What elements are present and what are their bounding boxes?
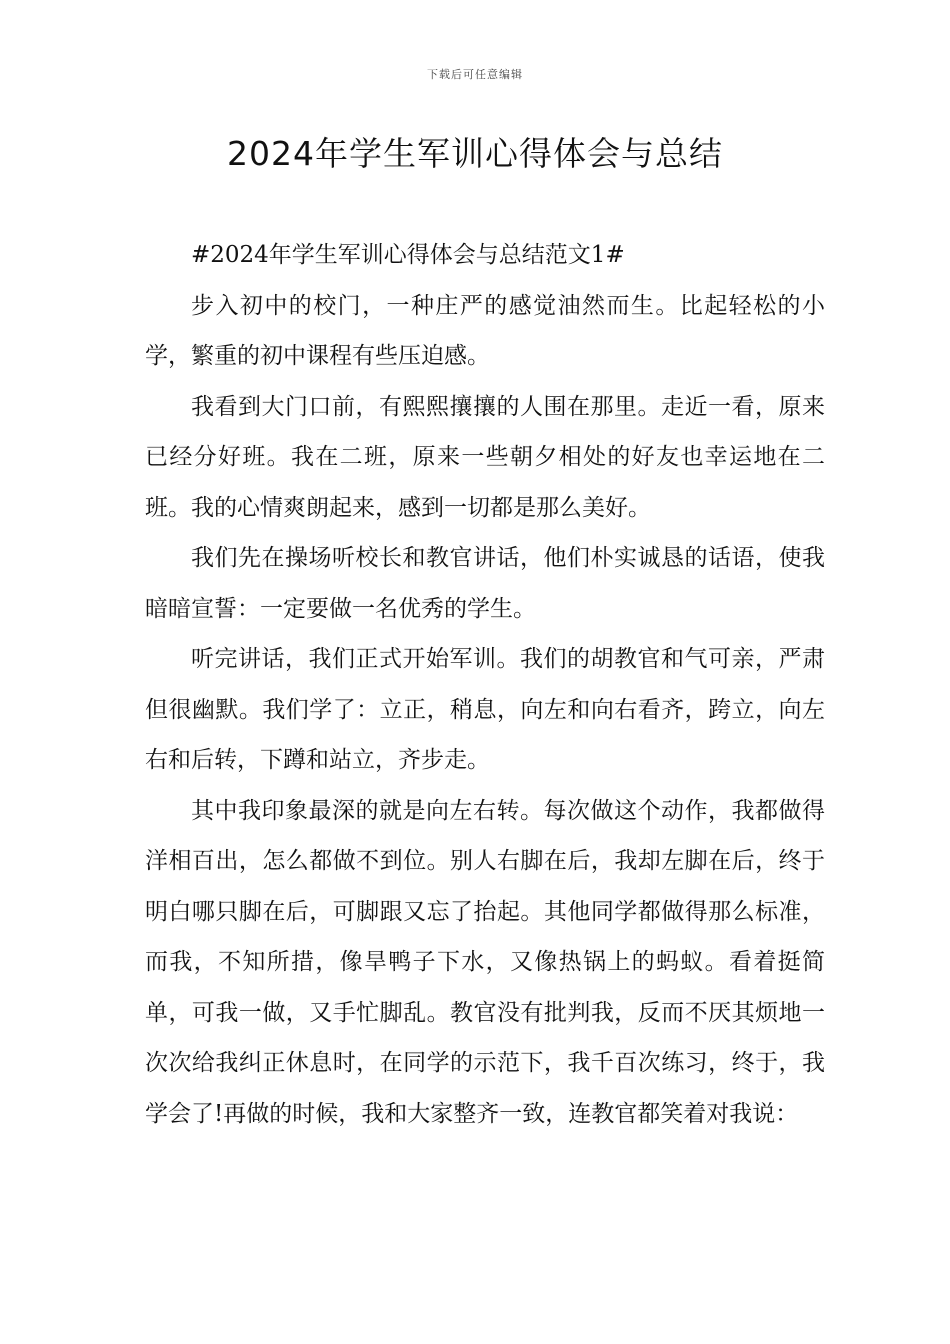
document-title: 2024年学生军训心得体会与总结 [227, 134, 723, 173]
paragraph-5: 其中我印象最深的就是向左右转。每次做这个动作，我都做得洋相百出，怎么都做不到位。别人右脚在后，我却左脚在后，终于明白哪只脚在后，可脚跟又忘了抬起。其他同学都做得那么标准，而我，不知所措，像旱鸭子下水，又像热锅上的蚂蚁。看着挺简单，可我一做，又手忙脚乱。教官没有批判我，反而不厌其烦地一次次给我纠正休息时，在同学的示范下，我千百次练习，终于，我学会了!再做的时候，我和大家整齐一致，连教官都笑着对我说： [145, 797, 825, 1127]
paragraph-1: 步入初中的校门，一种庄严的感觉油然而生。比起轻松的小学，繁重的初中课程有些压迫感。 [145, 292, 825, 369]
section-subtitle: #2024年学生军训心得体会与总结范文1# [191, 242, 625, 268]
header-note: 下载后可任意编辑 [427, 68, 523, 81]
paragraph-3: 我们先在操场听校长和教官讲话，他们朴实诚恳的话语，使我暗暗宣誓：一定要做一名优秀的学生。 [145, 545, 825, 622]
document-body [145, 230, 825, 1139]
paragraph-4: 听完讲话，我们正式开始军训。我们的胡教官和气可亲，严肃但很幽默。我们学了：立正，稍息，向左和向右看齐，跨立，向左右和后转，下蹲和站立，齐步走。 [145, 646, 825, 773]
paragraph-2: 我看到大门口前，有熙熙攘攘的人围在那里。走近一看，原来已经分好班。我在二班，原来一些朝夕相处的好友也幸运地在二班。我的心情爽朗起来，感到一切都是那么美好。 [145, 393, 825, 521]
